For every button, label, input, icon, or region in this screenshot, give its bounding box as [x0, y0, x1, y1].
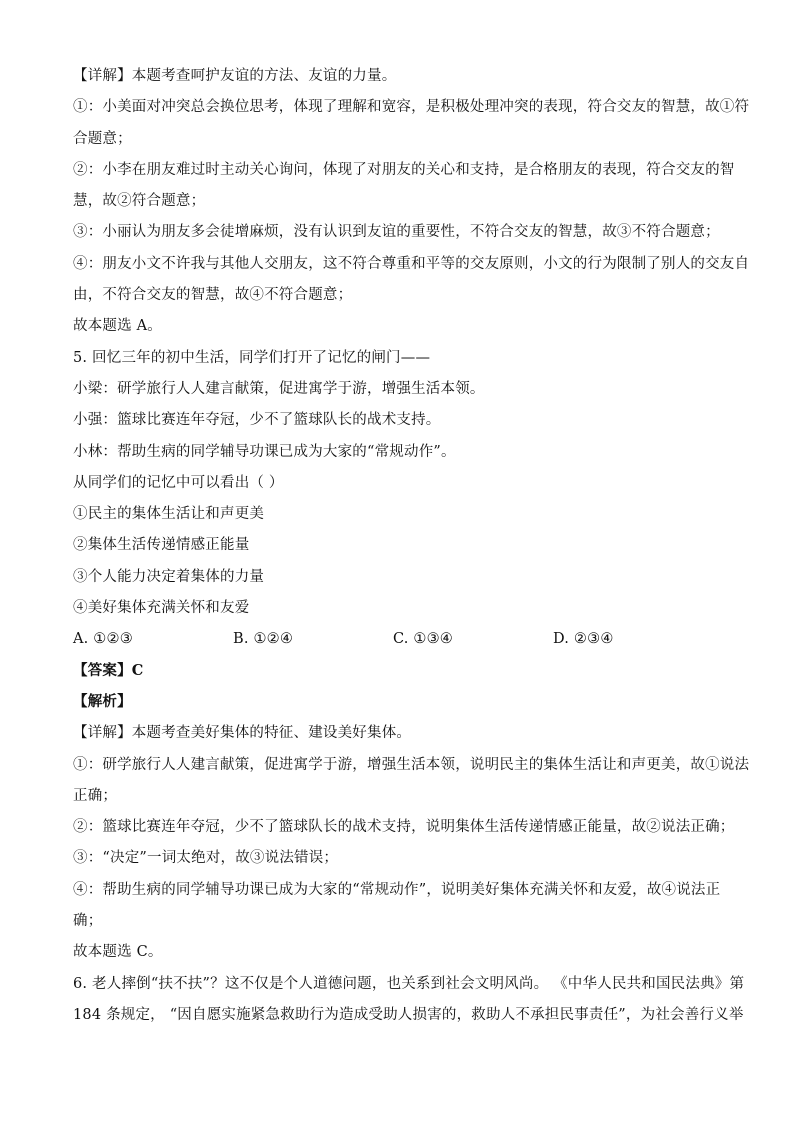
- analysis-label: 【解析】: [73, 692, 132, 710]
- text-line: 从同学们的记忆中可以看出（ ）: [73, 474, 284, 491]
- text-line: 【详解】本题考查美好集体的特征、建设美好集体。: [73, 725, 412, 742]
- text-line: ④：帮助生病的同学辅导功课已成为大家的“常规动作”，说明美好集体充满关怀和友爱，故④说法正: [73, 881, 721, 898]
- text-line: ①：研学旅行人人建言献策，促进寓学于游，增强生活本领，说明民主的集体生活让和声更美，故①说法: [73, 756, 750, 773]
- statement-item: ①民主的集体生活让和声更美: [73, 506, 265, 523]
- answer-options: [73, 629, 713, 649]
- option-b: B. ①②④: [233, 631, 294, 648]
- text-line: ②：篮球比赛连年夺冠，少不了篮球队长的战术支持，说明集体生活传递情感正能量，故②说法正确；: [73, 819, 735, 836]
- text-line: ③：“决定”一词太绝对，故③说法错误；: [73, 850, 339, 867]
- text-line: 小林：帮助生病的同学辅导功课已成为大家的“常规动作”。: [73, 443, 456, 460]
- text-line: 正确；: [73, 787, 118, 804]
- answer-label: 【答案】C: [73, 661, 144, 679]
- text-line: 确；: [73, 913, 103, 930]
- text-line: 184 条规定， “因自愿实施紧急救助行为造成受助人损害的，救助人不承担民事责任”，为社会善行义举: [73, 1006, 744, 1023]
- text-line: 合题意；: [73, 130, 132, 147]
- text-line: 由，不符合交友的智慧，故④不符合题意；: [73, 287, 353, 304]
- text-line: ①：小美面对冲突总会换位思考，体现了理解和宽容，是积极处理冲突的表现，符合交友的智慧，故①符: [73, 99, 750, 116]
- question-stem: 6. 老人摔倒“扶不扶”？这不仅是个人道德问题，也关系到社会文明风尚。 《中华人民共和国民法典》第: [73, 975, 745, 992]
- statement-item: ④美好集体充满关怀和友爱: [73, 600, 250, 617]
- text-line: 慧，故②符合题意；: [73, 193, 206, 210]
- text-line: ②：小李在朋友难过时主动关心询问，体现了对朋友的关心和支持，是合格朋友的表现，符合交友的智: [73, 161, 735, 178]
- statement-item: ③个人能力决定着集体的力量: [73, 568, 265, 585]
- text-line: 故本题选 A。: [73, 318, 162, 335]
- text-line: 故本题选 C。: [73, 944, 163, 961]
- option-c: C. ①③④: [393, 631, 453, 648]
- text-line: ④：朋友小文不许我与其他人交朋友，这不符合尊重和平等的交友原则，小文的行为限制了别人的交友自: [73, 255, 750, 272]
- text-line: 小梁：研学旅行人人建言献策，促进寓学于游，增强生活本领。: [73, 380, 485, 397]
- text-line: 【详解】本题考查呵护友谊的方法、友谊的力量。: [73, 68, 397, 84]
- text-line: 小强：篮球比赛连年夺冠，少不了篮球队长的战术支持。: [73, 412, 441, 429]
- text-line: ③：小丽认为朋友多会徒增麻烦，没有认识到友谊的重要性，不符合交友的智慧，故③不符合题意；: [73, 224, 720, 241]
- option-a: A. ①②③: [73, 631, 133, 648]
- option-d: D. ②③④: [553, 631, 614, 648]
- statement-item: ②集体生活传递情感正能量: [73, 537, 250, 554]
- question-stem: 5. 回忆三年的初中生活，同学们打开了记忆的闸门——: [73, 349, 431, 366]
